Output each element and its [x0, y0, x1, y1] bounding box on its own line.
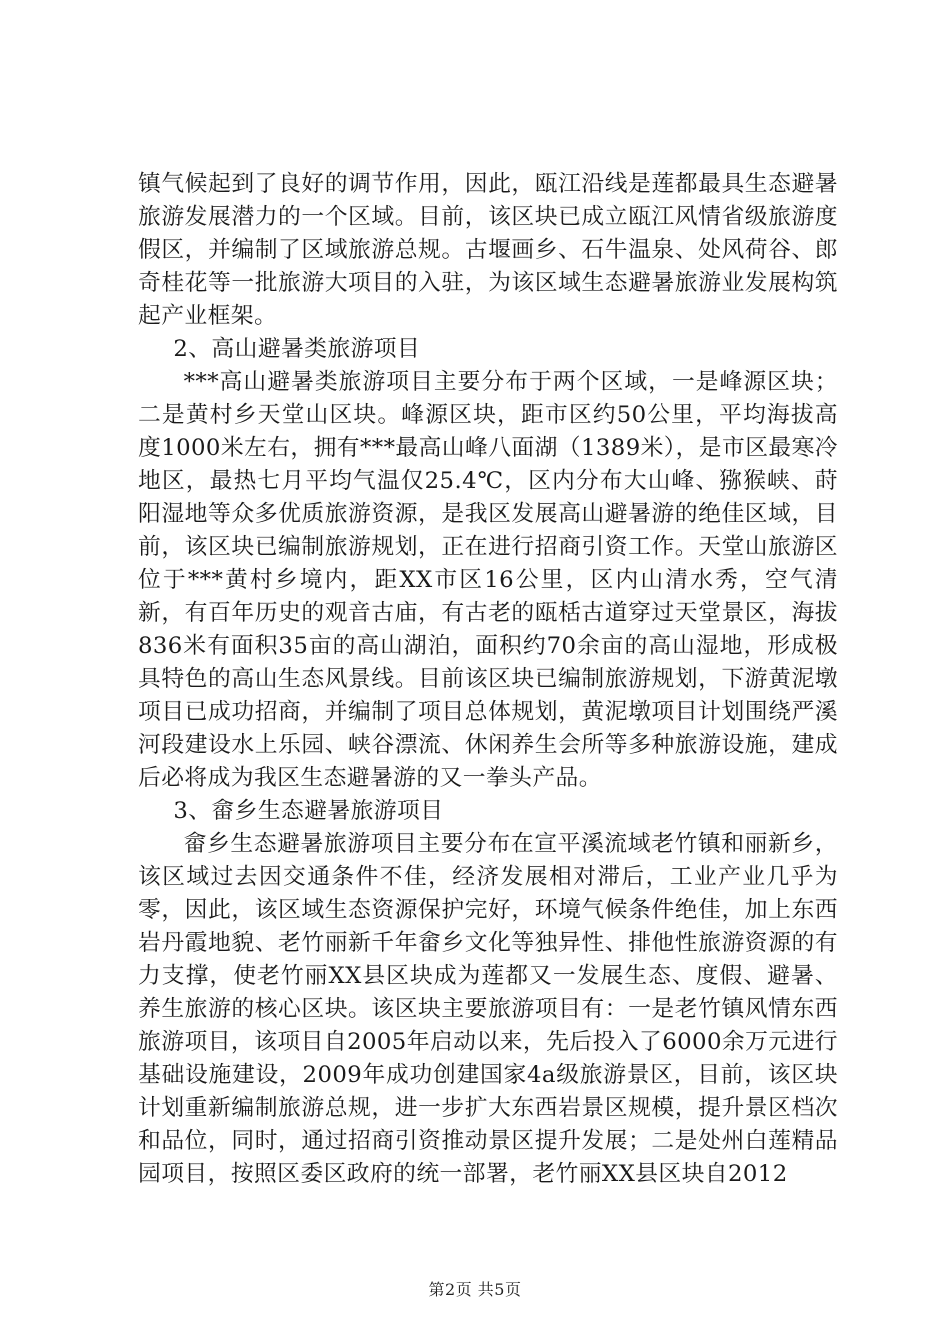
paragraph-continuation: 镇气候起到了良好的调节作用，因此，瓯江沿线是莲都最具生态避暑旅游发展潜力的一个区域。目前，该区块已成立瓯江风情省级旅游度假区，并编制了区域旅游总规。古堰画乡、石牛温泉、处风荷谷、郎奇桂花等一批旅游大项目的入驻，为该区域生态避暑旅游业发展构筑起产业框架。 — [138, 171, 838, 329]
section-heading-3: 3、畲乡生态避暑旅游项目 — [173, 798, 444, 824]
paragraph-alpine-projects: ***高山避暑类旅游项目主要分布于两个区域，一是峰源区块；二是黄村乡天堂山区块。峰源区块，距市区约50公里，平均海拔高度1000米左右，拥有***最高山峰八面湖（1389米），是市区最寒冷地区，最热七月平均气温仅25.4℃，区内分布大山峰、猕猴峡、莳阳湿地等众多优质旅游资源，是我区发展高山避暑游的绝佳区域，目前，该区块已编制旅游规划，正在进行招商引资工作。天堂山旅游区位于***黄村乡境内，距XX市区16公里，区内山清水秀，空气清新，有百年历史的观音古庙，有古老的瓯栝古道穿过天堂景区，海拔836米有面积35亩的高山湖泊，面积约70余亩的高山湿地，形成极具特色的高山生态风景线。目前该区块已编制旅游规划，下游黄泥墩项目已成功招商，并编制了项目总体规划，黄泥墩项目计划围绕严溪河段建设水上乐园、峡谷漂流、休闲养生会所等多种旅游设施，建成后必将成为我区生态避暑游的又一拳头产品。 — [138, 369, 838, 791]
paragraph-she-village-projects: 畲乡生态避暑旅游项目主要分布在宣平溪流域老竹镇和丽新乡，该区域过去因交通条件不佳，经济发展相对滞后，工业产业几乎为零，因此，该区域生态资源保护完好，环境气候条件绝佳，加上东西岩丹霞地貌、老竹丽新千年畲乡文化等独异性、排他性旅游资源的有力支撑，使老竹丽XX县区块成为莲都又一发展生态、度假、避暑、养生旅游的核心区块。该区块主要旅游项目有：一是老竹镇风情东西旅游项目，该项目自2005年启动以来，先后投入了6000余万元进行基础设施建设，2009年成功创建国家4a级旅游景区，目前，该区块计划重新编制旅游总规，进一步扩大东西岩景区规模，提升景区档次和品位，同时，通过招商引资推动景区提升发展；二是处州白莲精品园项目，按照区委区政府的统一部署，老竹丽XX县区块自2012 — [138, 831, 838, 1187]
section-heading-2: 2、高山避暑类旅游项目 — [173, 336, 421, 362]
page-number-footer: 第2页 共5页 — [428, 1280, 522, 1299]
document-body — [138, 168, 838, 1191]
